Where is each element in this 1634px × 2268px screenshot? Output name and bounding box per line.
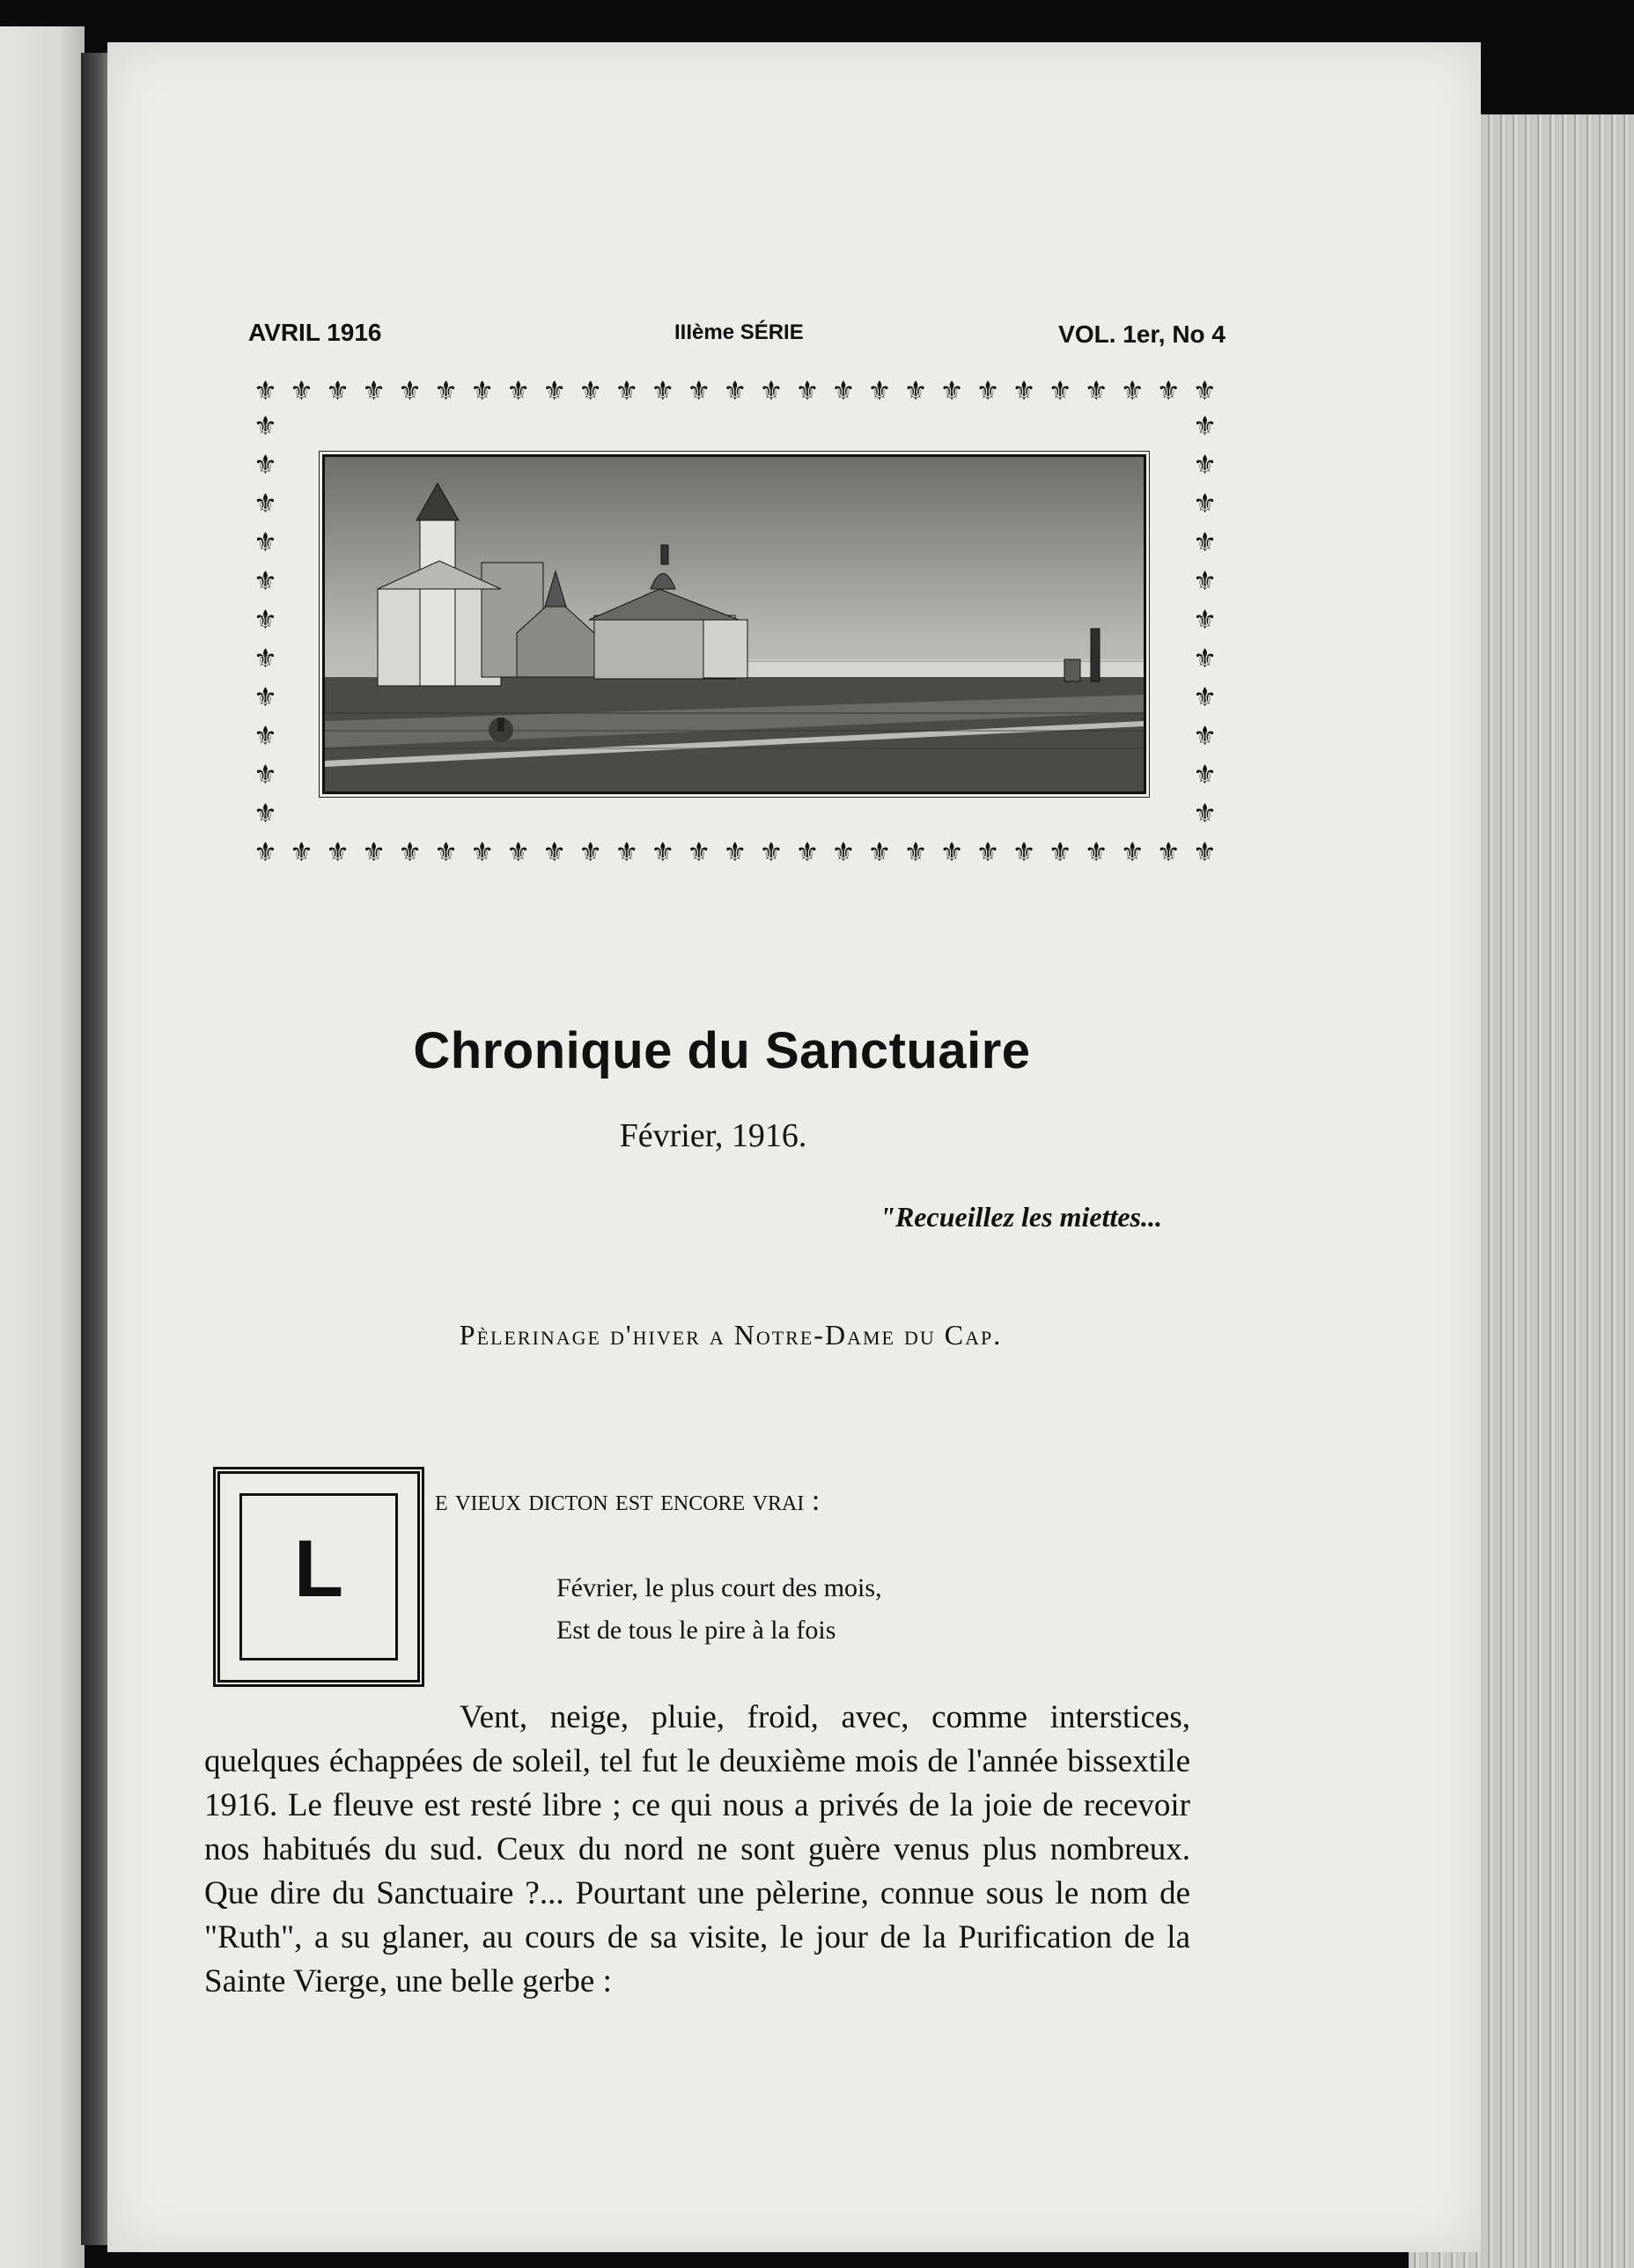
fleur-de-lis-icon: ⚜ — [723, 837, 747, 868]
fleur-de-lis-icon: ⚜ — [687, 837, 711, 868]
fleur-de-lis-border-left — [254, 411, 277, 829]
first-line-text: e vieux dicton est encore vrai : — [435, 1484, 821, 1517]
header-series: IIIème SÉRIE — [674, 320, 804, 344]
fleur-de-lis-icon: ⚜ — [903, 837, 928, 868]
fleur-de-lis-icon: ⚜ — [939, 837, 964, 868]
fleur-de-lis-icon: ⚜ — [1156, 837, 1181, 868]
fleur-de-lis-icon: ⚜ — [542, 837, 567, 868]
article-title: Chronique du Sanctuaire — [413, 1022, 1031, 1079]
sanctuary-landscape-illustration — [325, 457, 1144, 792]
fleur-de-lis-icon: ⚜ — [578, 376, 603, 407]
fleur-de-lis-icon: ⚜ — [254, 644, 277, 674]
fleur-de-lis-icon: ⚜ — [470, 837, 495, 868]
fleur-de-lis-icon: ⚜ — [254, 376, 277, 407]
fleur-de-lis-icon: ⚜ — [1120, 376, 1145, 407]
fleur-de-lis-icon: ⚜ — [1084, 837, 1108, 868]
fleur-de-lis-icon: ⚜ — [254, 450, 277, 481]
fleur-de-lis-icon: ⚜ — [362, 837, 386, 868]
header-volume: VOL. 1er, No 4 — [1058, 320, 1226, 348]
fleur-de-lis-icon: ⚜ — [1192, 376, 1217, 407]
fleur-de-lis-icon: ⚜ — [651, 837, 675, 868]
fleur-de-lis-icon: ⚜ — [795, 376, 820, 407]
fleur-de-lis-icon: ⚜ — [831, 376, 856, 407]
fleur-de-lis-icon: ⚜ — [1193, 411, 1217, 442]
fleur-de-lis-icon: ⚜ — [1193, 566, 1217, 597]
fleur-de-lis-icon: ⚜ — [434, 837, 459, 868]
fleur-de-lis-border-right — [1193, 411, 1217, 829]
fleur-de-lis-icon: ⚜ — [1048, 376, 1072, 407]
fleur-de-lis-icon: ⚜ — [867, 837, 892, 868]
fleur-de-lis-icon: ⚜ — [1193, 489, 1217, 519]
fleur-de-lis-icon: ⚜ — [651, 376, 675, 407]
fleur-de-lis-icon: ⚜ — [903, 376, 928, 407]
fleur-de-lis-border-top — [254, 376, 1217, 407]
fleur-de-lis-icon: ⚜ — [759, 837, 784, 868]
fleur-de-lis-icon: ⚜ — [254, 760, 277, 791]
drop-cap-letter: L — [293, 1524, 344, 1614]
fleur-de-lis-icon: ⚜ — [434, 376, 459, 407]
fleur-de-lis-icon: ⚜ — [615, 376, 639, 407]
fleur-de-lis-icon: ⚜ — [254, 837, 277, 868]
fleur-de-lis-icon: ⚜ — [254, 799, 277, 829]
fleur-de-lis-icon: ⚜ — [254, 489, 277, 519]
body-paragraph: Vent, neige, pluie, froid, avec, comme interstices, quelques échappées de soleil, tel fut le deuxième mois de l'année bissextile 1916. Le fleuve est resté libre ; ce qui nous a privés de la joie de recevoir nos habitués du sud. Ceux du nord ne sont guère venus plus nombreux. Que dire du Sanctuaire ?... Pourtant une pèlerine, connue sous le nom de "Ruth", a su glaner, au cours de sa visite, le jour de la Purification de la Sainte Vierge, une belle gerbe : — [204, 1699, 1190, 1999]
sanctuary-engraving — [322, 454, 1146, 794]
fleur-de-lis-icon: ⚜ — [398, 837, 423, 868]
fleur-de-lis-icon: ⚜ — [290, 837, 313, 868]
fleur-de-lis-icon: ⚜ — [254, 682, 277, 713]
fleur-de-lis-icon: ⚜ — [1193, 682, 1217, 713]
fleur-de-lis-icon: ⚜ — [939, 376, 964, 407]
fleur-de-lis-icon: ⚜ — [1193, 450, 1217, 481]
fleur-de-lis-icon: ⚜ — [326, 376, 350, 407]
fleur-de-lis-icon: ⚜ — [1193, 760, 1217, 791]
fleur-de-lis-icon: ⚜ — [615, 837, 639, 868]
fleur-de-lis-icon: ⚜ — [398, 376, 423, 407]
fleur-de-lis-icon: ⚜ — [723, 376, 747, 407]
fleur-de-lis-icon: ⚜ — [254, 527, 277, 558]
fleur-de-lis-icon: ⚜ — [1193, 799, 1217, 829]
verse-line: Est de tous le pire à la fois — [556, 1616, 836, 1645]
fleur-de-lis-icon: ⚜ — [254, 605, 277, 636]
fleur-de-lis-icon: ⚜ — [1048, 837, 1072, 868]
fleur-de-lis-icon: ⚜ — [687, 376, 711, 407]
fleur-de-lis-icon: ⚜ — [1012, 376, 1036, 407]
fleur-de-lis-icon: ⚜ — [254, 566, 277, 597]
fleur-de-lis-icon: ⚜ — [470, 376, 495, 407]
fleur-de-lis-icon: ⚜ — [1084, 376, 1108, 407]
fleur-de-lis-icon: ⚜ — [831, 837, 856, 868]
verse-quote — [556, 1567, 882, 1652]
fleur-de-lis-icon: ⚜ — [1156, 376, 1181, 407]
fleur-de-lis-icon: ⚜ — [506, 837, 531, 868]
fleur-de-lis-icon: ⚜ — [1193, 605, 1217, 636]
fleur-de-lis-icon: ⚜ — [1120, 837, 1145, 868]
fleur-de-lis-icon: ⚜ — [1193, 644, 1217, 674]
fleur-de-lis-icon: ⚜ — [795, 837, 820, 868]
fleur-de-lis-border-bottom — [254, 837, 1217, 868]
fleur-de-lis-icon: ⚜ — [867, 376, 892, 407]
fleur-de-lis-icon: ⚜ — [254, 411, 277, 442]
epigraph: "Recueillez les miettes... — [880, 1201, 1162, 1233]
header-date: AVRIL 1916 — [248, 319, 382, 346]
ornamental-drop-cap — [213, 1467, 424, 1687]
fleur-de-lis-icon: ⚜ — [290, 376, 313, 407]
fleur-de-lis-icon: ⚜ — [1193, 527, 1217, 558]
ornamental-frame — [254, 376, 1217, 872]
section-subheading: Pèlerinage d'hiver a Notre-Dame du Cap. — [459, 1319, 1003, 1351]
facing-page-edge — [0, 26, 85, 2268]
fleur-de-lis-icon: ⚜ — [1192, 837, 1217, 868]
verse-line: Février, le plus court des mois, — [556, 1573, 882, 1602]
fleur-de-lis-icon: ⚜ — [759, 376, 784, 407]
fleur-de-lis-icon: ⚜ — [506, 376, 531, 407]
fleur-de-lis-icon: ⚜ — [1193, 721, 1217, 752]
fleur-de-lis-icon: ⚜ — [542, 376, 567, 407]
fleur-de-lis-icon: ⚜ — [975, 376, 1000, 407]
fleur-de-lis-icon: ⚜ — [326, 837, 350, 868]
fleur-de-lis-icon: ⚜ — [362, 376, 386, 407]
fleur-de-lis-icon: ⚜ — [254, 721, 277, 752]
article-date: Février, 1916. — [619, 1117, 807, 1154]
running-header — [248, 319, 1226, 354]
fleur-de-lis-icon: ⚜ — [975, 837, 1000, 868]
fleur-de-lis-icon: ⚜ — [578, 837, 603, 868]
fleur-de-lis-icon: ⚜ — [1012, 837, 1036, 868]
